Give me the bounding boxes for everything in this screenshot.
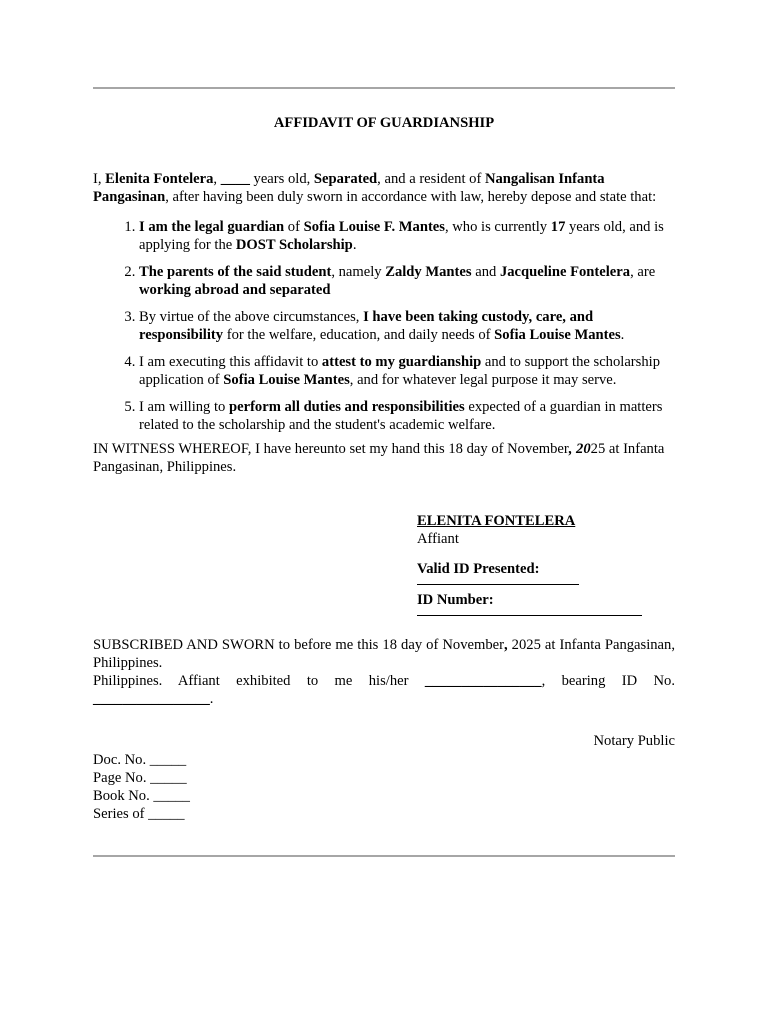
emphasis: I have been taking custody, care, and responsibility	[139, 309, 594, 343]
statement-text: By virtue of the above circumstances,	[139, 309, 364, 325]
statement-text: and	[471, 264, 500, 280]
statement-text: .	[620, 327, 625, 343]
jurat-text: SUBSCRIBED AND SWORN to before me this 18 day of November	[93, 637, 504, 653]
id-number-label: ID Number:	[417, 592, 494, 608]
witness-paragraph	[93, 440, 675, 476]
statement-item	[139, 308, 675, 344]
student-name: Sofia Louise Mantes	[223, 372, 350, 388]
civil-status: Separated	[313, 171, 378, 187]
intro-text: ,	[213, 171, 221, 187]
statement-text: of	[284, 219, 304, 235]
affiant-role: Affiant	[417, 531, 459, 547]
statement-item	[139, 263, 675, 299]
emphasis: I am the legal guardian	[139, 219, 285, 235]
parent-name: Zaldy Mantes	[385, 264, 472, 280]
jurat-line-3	[93, 690, 675, 708]
series-of: Series of _____	[93, 806, 185, 822]
intro-text: , and a resident of	[377, 171, 485, 187]
jurat-comma: ,	[503, 637, 508, 653]
witness-year-prefix: , 20	[568, 441, 591, 457]
intro-text: , after having been duly sworn in accordance with law, hereby depose and state that:	[165, 189, 657, 205]
parent-name: Jacqueline Fontelera	[499, 264, 631, 280]
statement-text: years old, and is applying for the	[139, 219, 664, 253]
top-divider	[93, 87, 675, 89]
witness-text: 25 at Infanta Pangasinan, Philippines.	[93, 441, 665, 475]
statement-item	[139, 218, 675, 254]
student-name: Sofia Louise F. Mantes	[303, 219, 445, 235]
affiant-signature-name: ELENITA FONTELERA	[417, 513, 576, 529]
doc-no: Doc. No. _____	[93, 752, 187, 768]
notary-public-label: Notary Public	[593, 733, 675, 749]
statement-text: and to support the scholarship application of	[139, 354, 660, 388]
intro-text: I,	[93, 171, 106, 187]
affidavit-document	[93, 114, 675, 823]
signature-block	[417, 512, 675, 616]
intro-paragraph	[93, 170, 675, 206]
document-title: AFFIDAVIT OF GUARDIANSHIP	[273, 115, 495, 131]
jurat-line-1	[93, 636, 675, 672]
valid-id-label: Valid ID Presented:	[417, 561, 540, 577]
id-number-blank: ________________	[93, 691, 210, 707]
statement-item	[139, 353, 675, 389]
emphasis: working abroad and separated	[139, 282, 331, 298]
bottom-divider	[93, 855, 675, 857]
statement-text: , are	[630, 264, 656, 280]
emphasis: perform all duties and responsibilities	[229, 399, 465, 415]
id-type-blank: ________________	[424, 673, 542, 689]
statement-text: .	[352, 237, 357, 253]
affiant-name: Elenita Fontelera	[105, 171, 214, 187]
statement-text: , who is currently	[444, 219, 551, 235]
residence: Nangalisan Infanta Pangasinan	[93, 171, 605, 205]
jurat-text: Philippines. Affiant exhibited to me his/her	[93, 673, 425, 689]
statement-text: , and for whatever legal purpose it may serve.	[349, 372, 617, 388]
student-name: Sofia Louise Mantes	[494, 327, 621, 343]
book-no: Book No. _____	[93, 788, 190, 804]
student-age: 17	[550, 219, 566, 235]
statement-text: , namely	[331, 264, 386, 280]
age-blank: ____	[220, 171, 250, 187]
emphasis: attest to my guardianship	[321, 354, 482, 370]
valid-id-line	[417, 578, 579, 585]
id-number-line	[417, 609, 642, 616]
page-no: Page No. _____	[93, 770, 187, 786]
witness-text: IN WITNESS WHEREOF, I have hereunto set my hand this 18 day of November	[93, 441, 569, 457]
statement-text: I am willing to	[139, 399, 229, 415]
statements-list	[93, 218, 675, 434]
jurat-text: , bearing ID No.	[541, 673, 675, 689]
statement-item	[139, 398, 675, 434]
jurat-text: 2025 at Infanta Pangasinan, Philippines.	[93, 637, 675, 671]
scholarship-name: DOST Scholarship	[235, 237, 353, 253]
statement-text: I am executing this affidavit to	[139, 354, 322, 370]
statement-text: expected of a guardian in matters related to the scholarship and the student's academic welfare.	[139, 399, 663, 433]
jurat-text: .	[209, 691, 214, 707]
emphasis: The parents of the said student	[139, 264, 332, 280]
intro-text: years old,	[249, 171, 314, 187]
statement-text: for the welfare, education, and daily needs of	[223, 327, 495, 343]
notarial-register	[93, 751, 675, 823]
jurat-line-2	[93, 672, 675, 690]
